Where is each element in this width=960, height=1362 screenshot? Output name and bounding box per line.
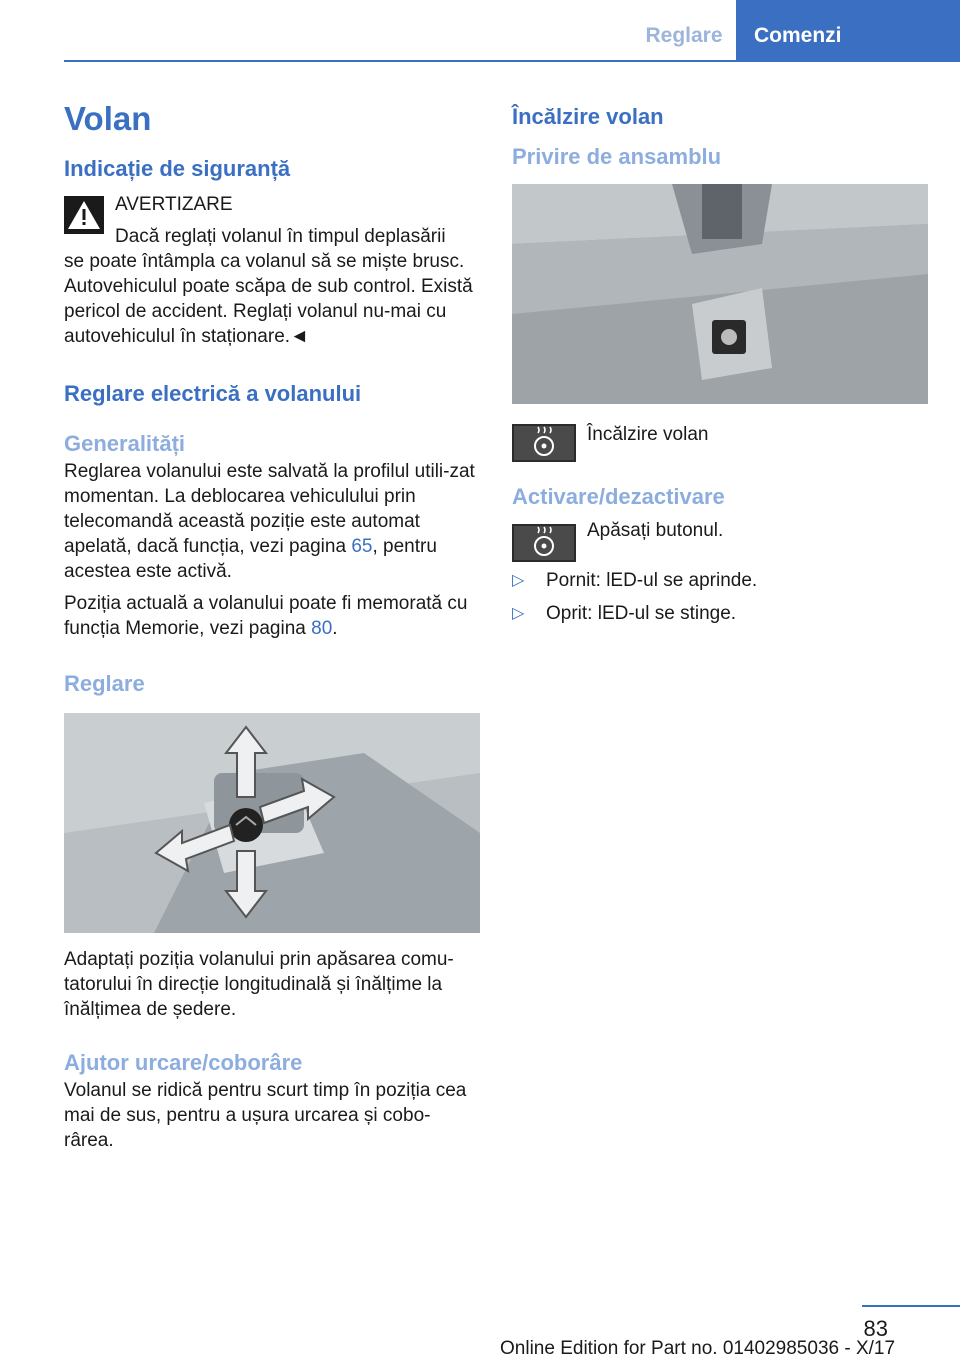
safety-heading: Indicație de siguranță — [64, 156, 291, 181]
page-header — [0, 0, 960, 62]
press-button-text: Apăsați butonul. — [587, 520, 724, 541]
general-paragraph-1 — [64, 459, 480, 584]
warning-title: AVERTIZARE — [115, 194, 233, 215]
led-status-list — [512, 568, 928, 626]
steering-heat-photo — [512, 184, 928, 404]
triangle-bullet-icon: ▷ — [512, 605, 525, 622]
page-link-80[interactable]: 80 — [311, 618, 333, 639]
electric-adjust-heading: Reglare electrică a volanului — [64, 381, 362, 406]
page-title: Volan — [64, 100, 152, 137]
right-column — [512, 96, 928, 634]
press-button-row — [512, 518, 928, 560]
steering-heat-icon — [512, 424, 576, 462]
section-tab-reglare[interactable]: Reglare — [645, 24, 723, 47]
ajutor-heading: Ajutor urcare/coborâre — [64, 1050, 303, 1075]
list-item — [512, 568, 928, 593]
list-item — [512, 601, 928, 626]
steering-adjust-photo — [64, 713, 480, 933]
steering-heat-button-icon[interactable] — [512, 524, 576, 562]
left-column — [64, 96, 480, 1153]
general-heading: Generalități — [64, 431, 186, 456]
heating-title: Încălzire volan — [512, 104, 664, 129]
heating-icon-row — [512, 422, 928, 464]
general-paragraph-2 — [64, 591, 480, 641]
header-rule — [64, 60, 960, 62]
page-link-65[interactable]: 65 — [351, 536, 373, 557]
page-number: 83 — [863, 1316, 888, 1341]
bullet-text-on: Pornit: lED-ul se aprinde. — [546, 570, 758, 591]
reglare-caption: Adaptați poziția volanului prin apăsarea comu-tatorului în direcție longitudinală și înălțime la înălțimea de ședere. — [64, 949, 454, 1020]
edition-footer: Online Edition for Part no. 01402985036 - X/17 — [500, 1338, 896, 1359]
triangle-bullet-icon: ▷ — [512, 572, 525, 589]
footer-rule — [862, 1305, 960, 1307]
section-tab-comenzi[interactable]: Comenzi — [736, 0, 960, 61]
warning-triangle-icon — [64, 196, 104, 234]
heating-icon-label: Încălzire volan — [587, 424, 709, 445]
reglare-heading: Reglare — [64, 671, 145, 696]
warning-text: se poate întâmpla ca volanul să se miște brusc. Autovehiculul poate scăpa de sub control. Există pericol de accident. Reglați volanul nu-mai cu autovehiculul în staționare.◄ — [64, 251, 473, 347]
ajutor-text: Volanul se ridică pentru scurt timp în poziția cea mai de sus, pentru a ușura urcarea și cobo-rârea. — [64, 1080, 467, 1151]
general-text-a: Reglarea volanului este salvată la profilul utili-zat momentan. La deblocarea vehiculului prin telecomandă această poziție este automat apelată, dacă funcția, vezi pagina — [64, 461, 475, 557]
general-text-b-end: . — [332, 618, 338, 639]
general-text-b: Poziția actuală a volanului poate fi memorată cu funcția Memorie, vezi pagina — [64, 593, 468, 639]
bullet-text-off: Oprit: lED-ul se stinge. — [546, 603, 737, 624]
overview-heading: Privire de ansamblu — [512, 144, 722, 169]
activate-heading: Activare/dezactivare — [512, 484, 725, 509]
general-text-a-end: , pentru acestea este activă. — [64, 536, 437, 582]
warning-block — [64, 192, 480, 349]
warning-text-line1: Dacă reglați volanul în timpul deplasării — [115, 226, 446, 247]
